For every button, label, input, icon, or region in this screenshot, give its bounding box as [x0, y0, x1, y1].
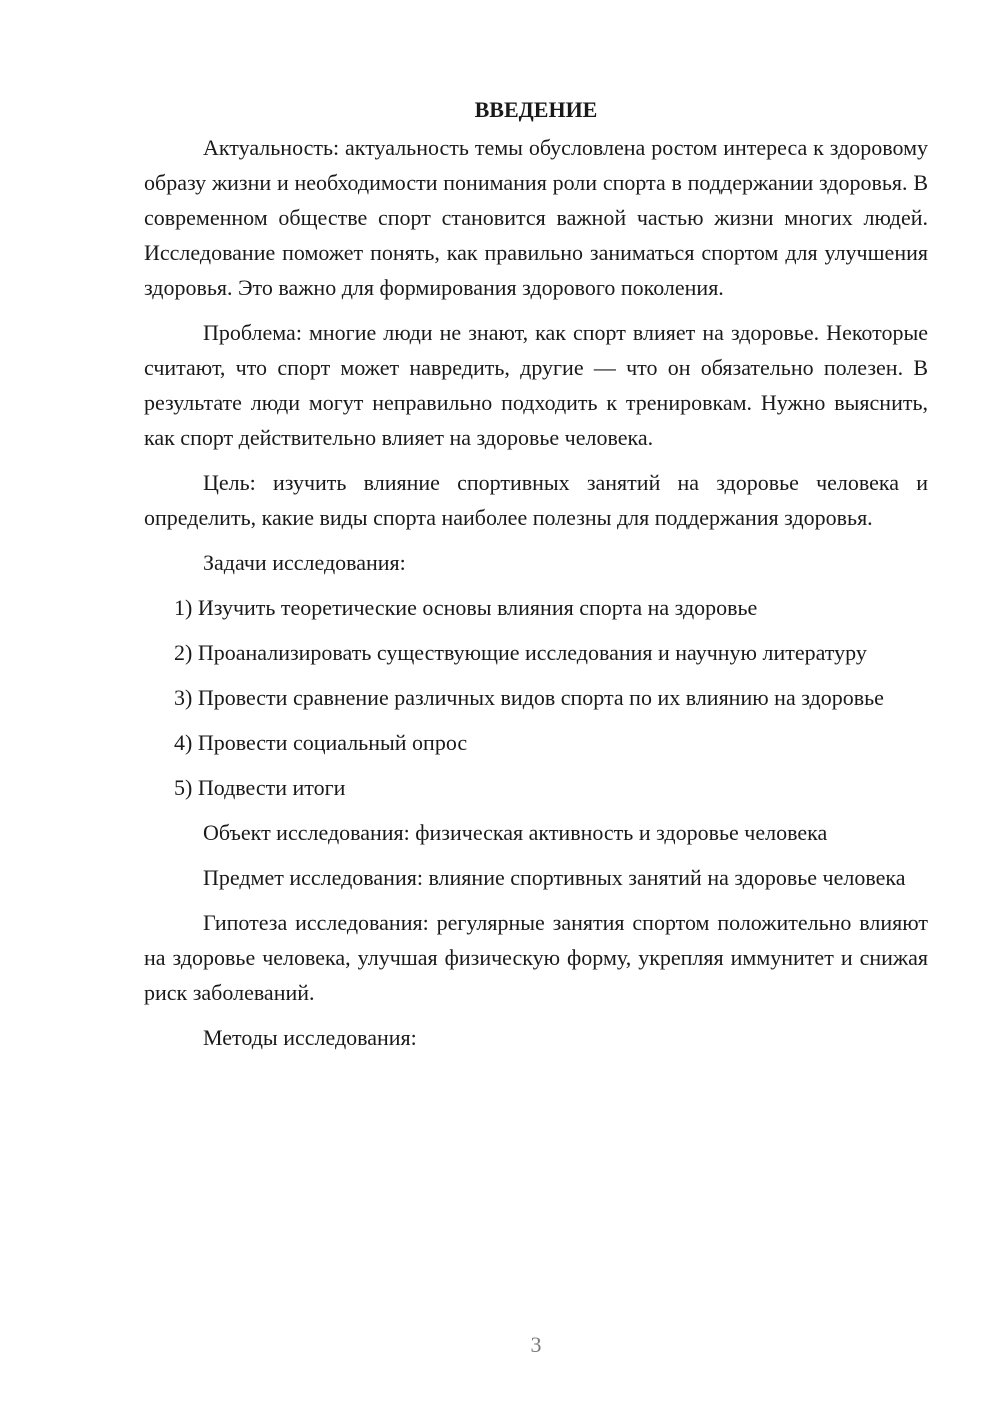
- page-content: [144, 92, 928, 1065]
- hypothesis-paragraph: Гипотеза исследования: регулярные занятия спортом положительно влияют на здоровье человека, улучшая физическую форму, укрепляя иммунитет и снижая риск заболеваний.: [144, 910, 928, 1005]
- methods-heading: Методы исследования:: [203, 1025, 417, 1050]
- problem-paragraph: Проблема: многие люди не знают, как спорт влияет на здоровье. Некоторые считают, что спорт может навредить, другие — что он обязательно полезен. В результате люди могут неправильно подходить к тренировкам. Нужно выяснить, как спорт действительно влияет на здоровье человека.: [144, 320, 928, 450]
- object-paragraph: Объект исследования: физическая активность и здоровье человека: [203, 820, 828, 845]
- task-item: 4) Провести социальный опрос: [174, 730, 468, 755]
- task-item: 1) Изучить теоретические основы влияния спорта на здоровье: [174, 595, 758, 620]
- page-title: ВВЕДЕНИЕ: [474, 97, 598, 122]
- tasks-heading: Задачи исследования:: [203, 550, 406, 575]
- subject-paragraph: Предмет исследования: влияние спортивных занятий на здоровье человека: [203, 865, 906, 890]
- page-number: 3: [530, 1332, 542, 1357]
- task-item: 5) Подвести итоги: [174, 775, 346, 800]
- task-item: 3) Провести сравнение различных видов спорта по их влиянию на здоровье: [174, 685, 884, 710]
- task-item: 2) Проанализировать существующие исследования и научную литературу: [174, 640, 867, 665]
- goal-paragraph: Цель: изучить влияние спортивных занятий на здоровье человека и определить, какие виды спорта наиболее полезны для поддержания здоровья.: [144, 470, 928, 530]
- relevance-paragraph: Актуальность: актуальность темы обусловлена ростом интереса к здоровому образу жизни и необходимости понимания роли спорта в поддержании здоровья. В современном обществе спорт становится важной частью жизни многих людей. Исследование поможет понять, как правильно заниматься спортом для улучшения здоровья. Это важно для формирования здорового поколения.: [144, 135, 928, 300]
